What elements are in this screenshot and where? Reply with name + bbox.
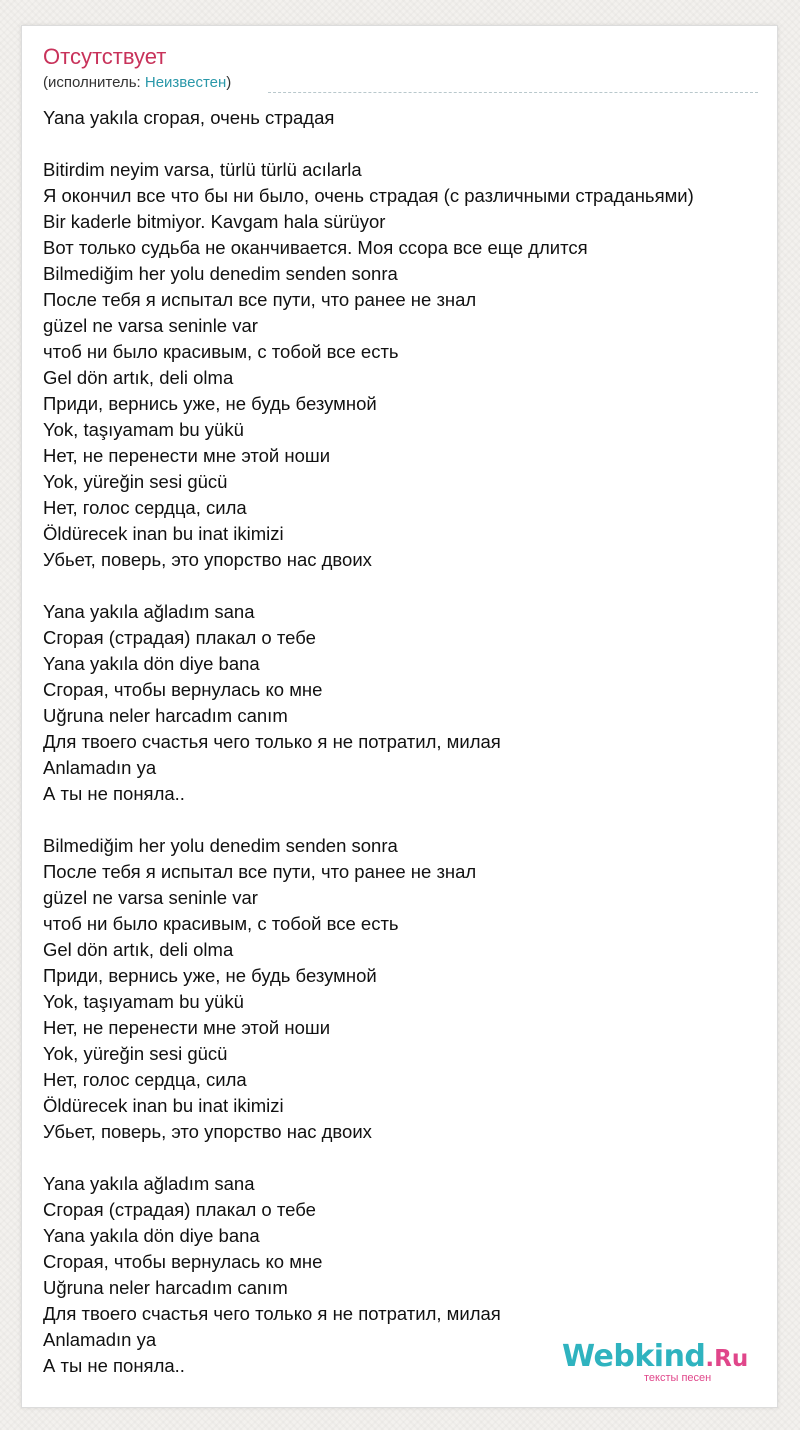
lyric-line: Anlamadın ya [43,1329,157,1350]
lyric-line: Yok, yüreğin sesi gücü [43,471,228,492]
song-title: Отсутствует [43,44,167,69]
lyric-line: güzel ne varsa seninle var [43,315,258,336]
lyric-line: Приди, вернись уже, не будь безумной [43,393,377,414]
stanza-break [43,807,763,833]
lyric-line: Сгорая, чтобы вернулась ко мне [43,679,323,700]
webkind-logo[interactable] [562,1340,762,1386]
lyric-line: чтоб ни было красивым, с тобой все есть [43,341,399,362]
lyric-line: Сгорая (страдая) плакал о тебе [43,627,316,648]
logo-tagline: тексты песен [644,1372,712,1384]
artist-prefix: (исполнитель: [43,74,145,91]
artist-line [43,74,231,92]
lyric-line: Yana yakıla dön diye bana [43,1225,260,1246]
lyric-line: После тебя я испытал все пути, что ранее не знал [43,289,477,310]
lyric-line: Anlamadın ya [43,757,157,778]
lyric-line: Вот только судьба не оканчивается. Моя ссора все еще длится [43,237,588,258]
lyric-line: Я окончил все что бы ни было, очень страдая (с различными страданьями) [43,185,694,206]
lyric-line: Bitirdim neyim varsa, türlü türlü acılarla [43,159,362,180]
header-divider [268,92,758,93]
lyric-line: Нет, голос сердца, сила [43,497,247,518]
lyric-line: Yana yakıla ağladım sana [43,601,255,622]
lyric-line: Нет, не перенести мне этой ноши [43,1017,331,1038]
artist-link[interactable]: Неизвестен [144,74,227,91]
lyric-line: А ты не поняла.. [43,1355,185,1376]
lyric-line: чтоб ни было красивым, с тобой все есть [43,913,399,934]
lyric-line: Yok, taşıyamam bu yükü [43,991,244,1012]
stanza-break [43,131,763,157]
lyric-line: Приди, вернись уже, не будь безумной [43,965,377,986]
logo-wordmark [562,1340,748,1376]
logo-brand: Webkind [562,1339,706,1374]
lyric-line: Uğruna neler harcadım canım [43,705,288,726]
lyric-line: Öldürecek inan bu inat ikimizi [43,1095,284,1116]
lyric-line: güzel ne varsa seninle var [43,887,258,908]
lyric-line: Uğruna neler harcadım canım [43,1277,288,1298]
lyrics-card [21,25,778,1408]
lyric-line: Yok, yüreğin sesi gücü [43,1043,228,1064]
lyrics-body [43,105,763,1379]
stanza-break [43,573,763,599]
lyric-line: Yana yakıla dön diye bana [43,653,260,674]
lyric-line: А ты не поняла.. [43,783,185,804]
lyric-line: Yana yakıla ağladım sana [43,1173,255,1194]
lyric-line: После тебя я испытал все пути, что ранее не знал [43,861,477,882]
lyric-line: Bilmediğim her yolu denedim senden sonra [43,263,398,284]
lyric-line: Bir kaderle bitmiyor. Kavgam hala sürüyor [43,211,386,232]
lyric-line: Сгорая, чтобы вернулась ко мне [43,1251,323,1272]
logo-tld: .Ru [705,1346,749,1372]
lyric-line: Нет, не перенести мне этой ноши [43,445,331,466]
lyric-line: Нет, голос сердца, сила [43,1069,247,1090]
lyric-line: Yana yakıla сгорая, очень страдая [43,107,335,128]
lyric-line: Bilmediğim her yolu denedim senden sonra [43,835,398,856]
lyric-line: Сгорая (страдая) плакал о тебе [43,1199,316,1220]
lyric-line: Yok, taşıyamam bu yükü [43,419,244,440]
stanza-break [43,1145,763,1171]
lyric-line: Для твоего счастья чего только я не потратил, милая [43,1303,501,1324]
lyric-line: Для твоего счастья чего только я не потратил, милая [43,731,501,752]
lyric-line: Убьет, поверь, это упорство нас двоих [43,549,372,570]
lyric-line: Gel dön artık, deli olma [43,939,234,960]
lyric-line: Öldürecek inan bu inat ikimizi [43,523,284,544]
lyric-line: Убьет, поверь, это упорство нас двоих [43,1121,372,1142]
artist-suffix: ) [226,74,232,91]
lyric-line: Gel dön artık, deli olma [43,367,234,388]
